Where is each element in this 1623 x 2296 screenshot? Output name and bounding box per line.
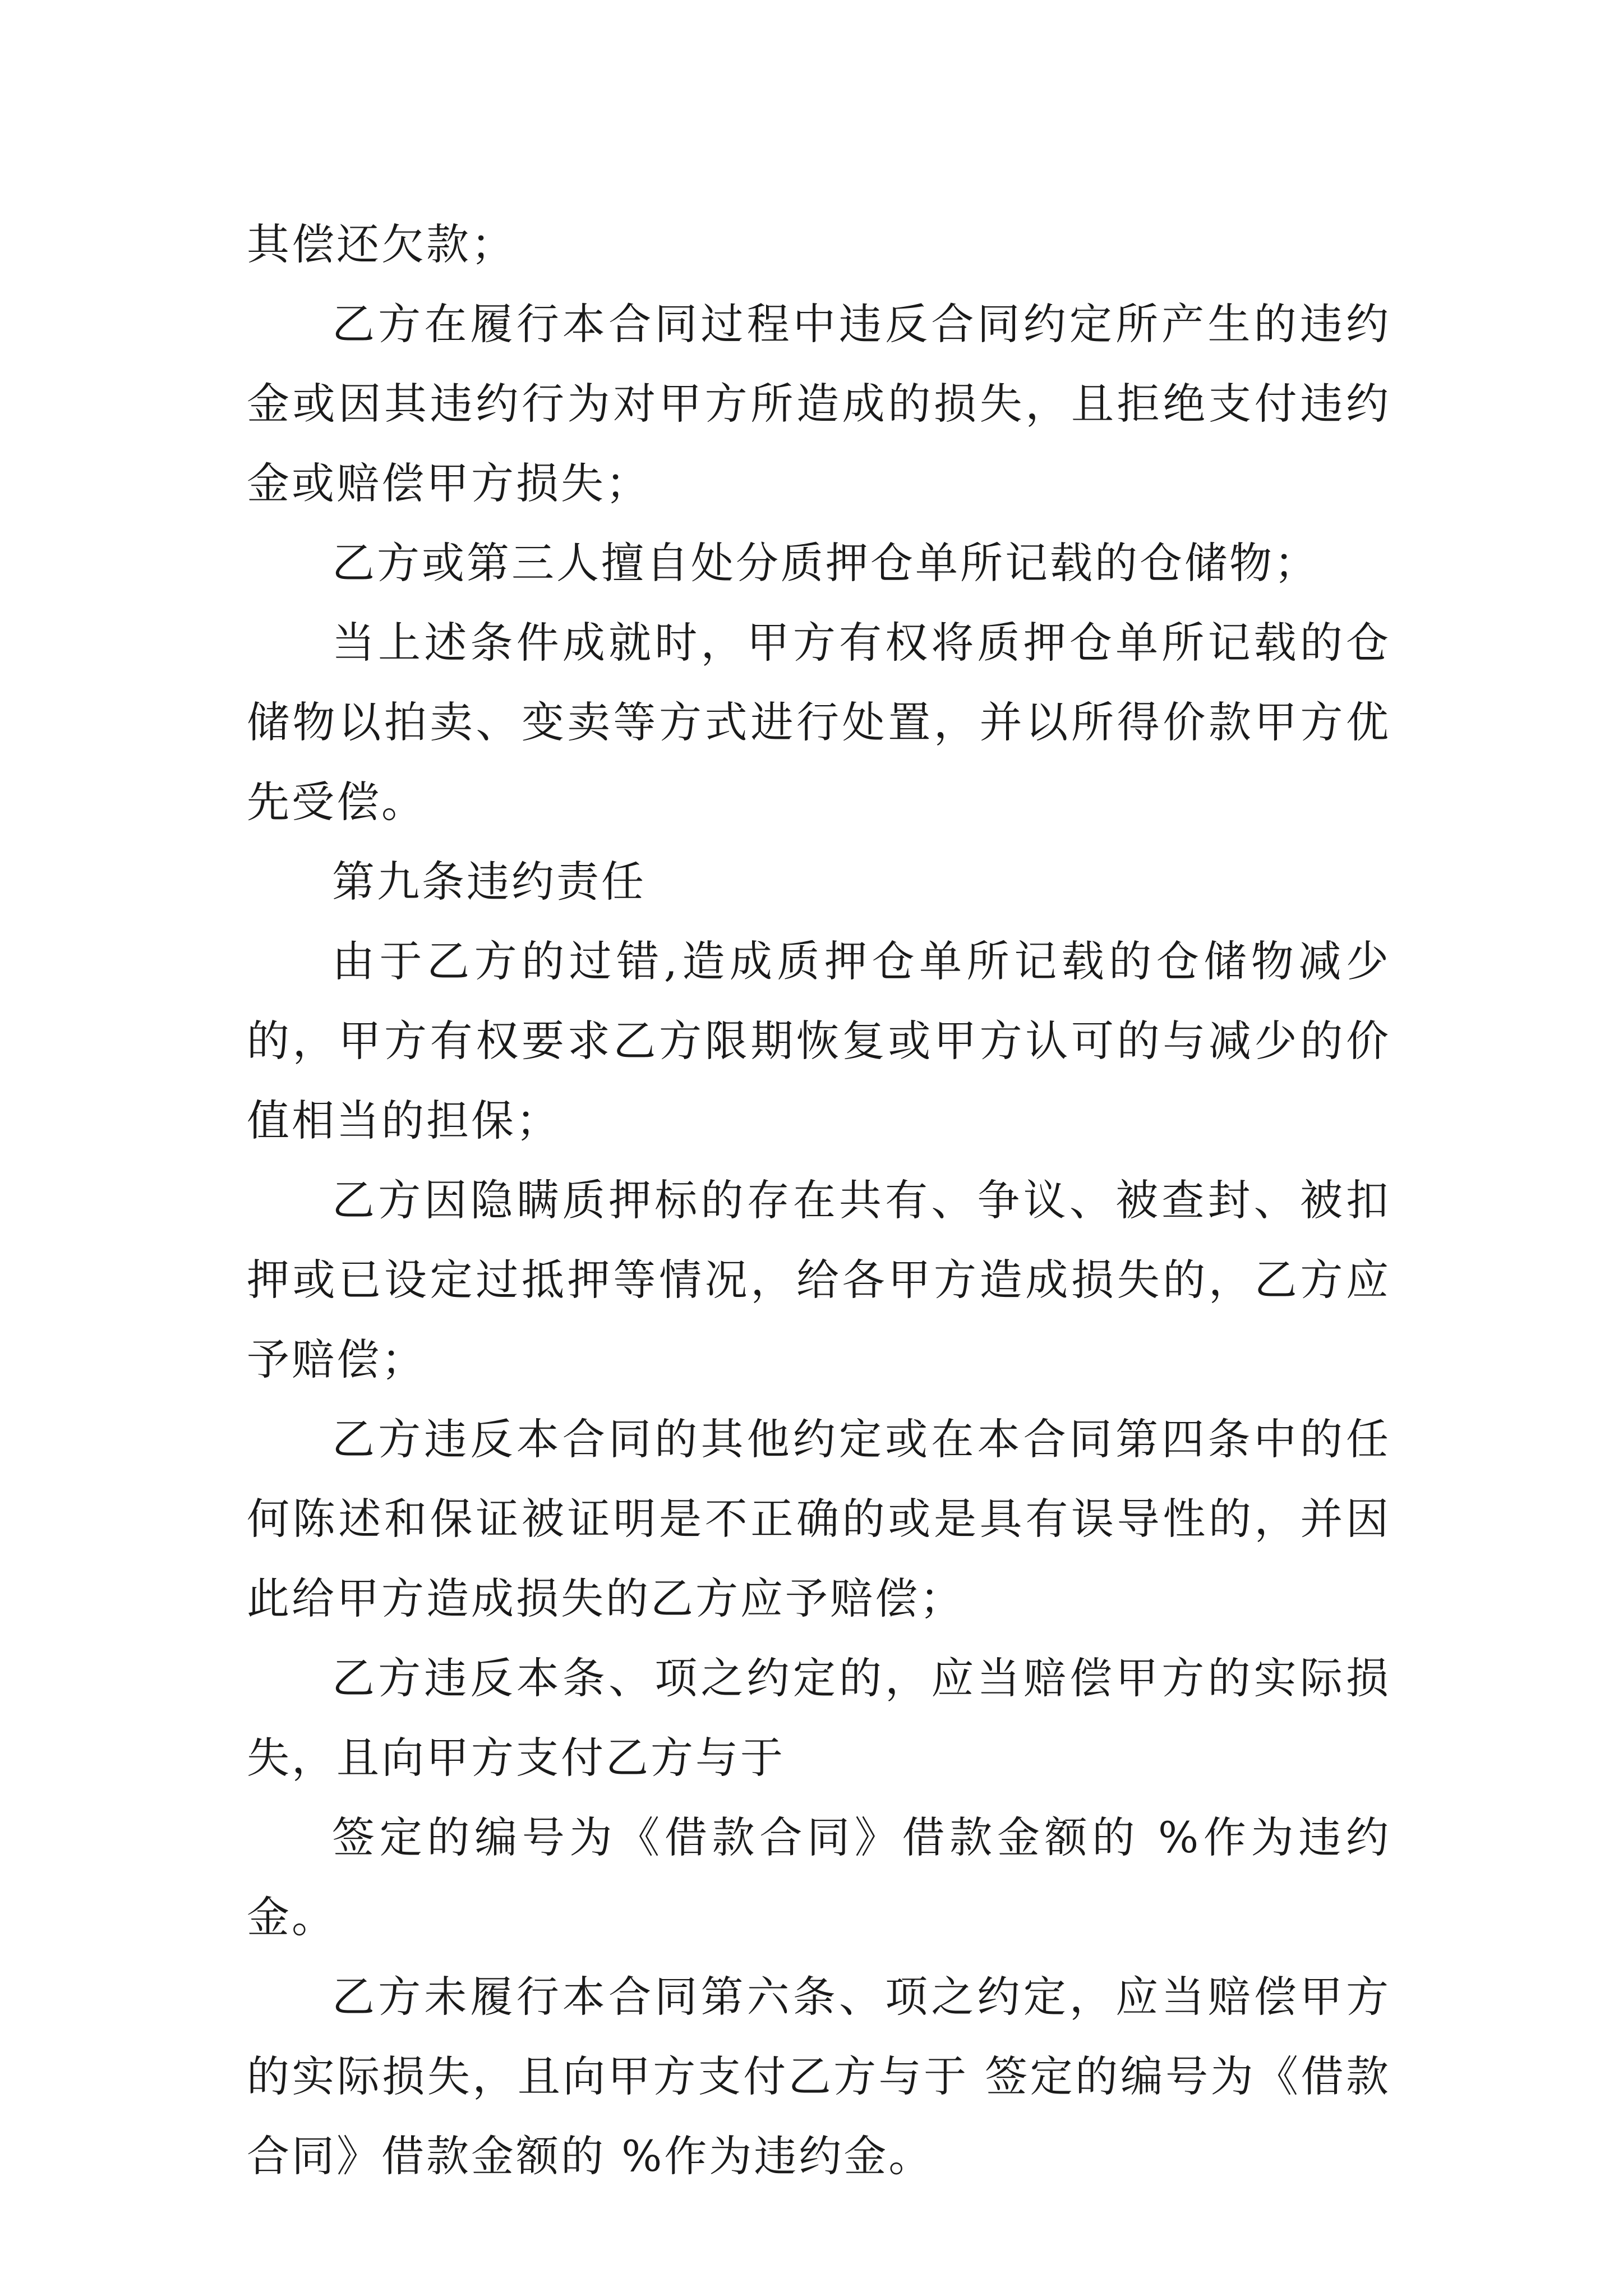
paragraph-1: 其偿还欠款； bbox=[247, 219, 516, 269]
paragraph-9: 乙方违反本条、项之约定的，应当赔偿甲方的实际损失，且向甲方支付乙方与于 bbox=[247, 1653, 1391, 1783]
paragraph-7: 乙方因隐瞒质押标的存在共有、争议、被查封、被扣押或已设定过抵押等情况，给各甲方造成损失的，乙方应予赔偿； bbox=[247, 1175, 1391, 1384]
paragraph-10: 签定的编号为《借款合同》借款金额的 %作为违约金。 bbox=[247, 1812, 1391, 1942]
paragraph-11: 乙方未履行本合同第六条、项之约定，应当赔偿甲方的实际损失，且向甲方支付乙方与于 签定的编号为《借款合同》借款金额的 %作为违约金。 bbox=[247, 1972, 1391, 2181]
paragraph-2: 乙方在履行本合同过程中违反合同约定所产生的违约金或因其违约行为对甲方所造成的损失，且拒绝支付违约金或赔偿甲方损失； bbox=[247, 299, 1391, 508]
section-heading-article-9: 第九条违约责任 bbox=[332, 857, 646, 907]
paragraph-3: 乙方或第三人擅自处分质押仓单所记载的仓储物； bbox=[332, 538, 1319, 588]
paragraph-4: 当上述条件成就时，甲方有权将质押仓单所记载的仓储物以拍卖、变卖等方式进行处置，并以所得价款甲方优先受偿。 bbox=[247, 618, 1391, 827]
document-body bbox=[247, 205, 1391, 2196]
paragraph-6: 由于乙方的过错,造成质押仓单所记载的仓储物减少的，甲方有权要求乙方限期恢复或甲方认可的与减少的价值相当的担保； bbox=[247, 936, 1391, 1145]
paragraph-8: 乙方违反本合同的其他约定或在本合同第四条中的任何陈述和保证被证明是不正确的或是具有误导性的，并因此给甲方造成损失的乙方应予赔偿； bbox=[247, 1414, 1391, 1623]
